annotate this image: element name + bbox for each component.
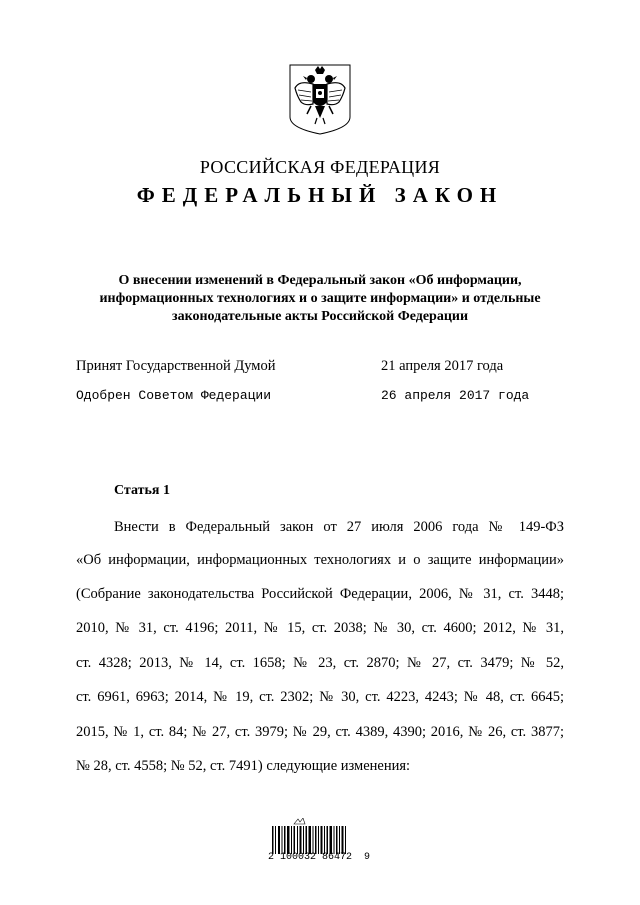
article-line: ст. 6961, 6963; 2014, № 19, ст. 2302; № 30, ст. 4223, 4243; № 48, ст. 6645; bbox=[76, 689, 564, 705]
law-title-line: законодательные акты Российской Федерации bbox=[171, 309, 469, 324]
law-title-line: информационных технологиях и о защите информации» и отдельные bbox=[99, 291, 541, 306]
russian-coat-of-arms-icon bbox=[287, 62, 353, 136]
article-line: «Об информации, информационных технологиях и о защите информации» bbox=[76, 552, 564, 568]
barcode-number: 2 100032 86472 9 bbox=[268, 852, 371, 863]
duma-date: 21 апреля 2017 года bbox=[381, 358, 504, 374]
law-title bbox=[72, 272, 568, 326]
law-title-line: О внесении изменений в Федеральный закон «Об информации, bbox=[118, 273, 522, 288]
article-line: (Собрание законодательства Российской Федерации, 2006, № 31, ст. 3448; bbox=[76, 586, 564, 602]
council-date: 26 апреля 2017 года bbox=[381, 388, 530, 403]
article-line: Внести в Федеральный закон от 27 июля 2006 года № 149-ФЗ bbox=[114, 519, 564, 535]
barcode-icon bbox=[270, 818, 348, 854]
duma-label: Принят Государственной Думой bbox=[76, 358, 276, 374]
article-line: 2010, № 31, ст. 4196; 2011, № 15, ст. 2038; № 30, ст. 4600; 2012, № 31, bbox=[76, 620, 564, 636]
document-type: ФЕДЕРАЛЬНЫЙ ЗАКОН bbox=[136, 183, 504, 207]
article-heading: Статья 1 bbox=[114, 483, 170, 498]
council-label: Одобрен Советом Федерации bbox=[76, 388, 272, 403]
article-line: № 28, ст. 4558; № 52, ст. 7491) следующие изменения: bbox=[76, 758, 411, 774]
country-name: РОССИЙСКАЯ ФЕДЕРАЦИЯ bbox=[199, 157, 441, 177]
article-line: ст. 4328; 2013, № 14, ст. 1658; № 23, ст. 2870; № 27, ст. 3479; № 52, bbox=[76, 655, 564, 671]
article-line: 2015, № 1, ст. 84; № 27, ст. 3979; № 29, ст. 4389, 4390; 2016, № 26, ст. 3877; bbox=[76, 724, 564, 740]
